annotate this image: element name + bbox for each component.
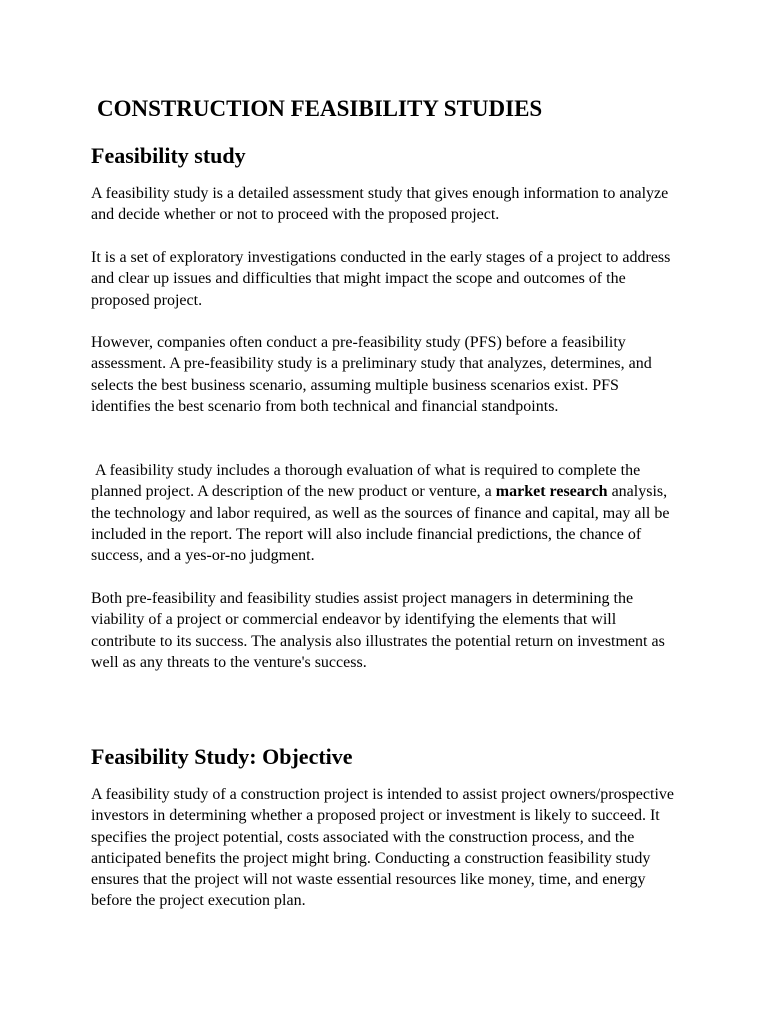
- paragraph-exploratory-investigations: It is a set of exploratory investigations conducted in the early stages of a project to address and clear up issues and difficulties that might impact the scope and outcomes of the proposed project.: [91, 249, 671, 309]
- paragraph-pre-feasibility: However, companies often conduct a pre-feasibility study (PFS) before a feasibility assessment. A pre-feasibility study is a preliminary study that analyzes, determines, and selects the best business scenario, assuming multiple business scenarios exist. PFS identifies the best scenario from both technical and financial standpoints.: [91, 334, 652, 415]
- paragraph-viability: Both pre-feasibility and feasibility studies assist project managers in determining the viability of a project or commercial endeavor by identifying the elements that will contribute to its success. The analysis also illustrates the potential return on investment as well as any threats to the venture's success.: [91, 590, 665, 671]
- document-title: CONSTRUCTION FEASIBILITY STUDIES: [97, 96, 543, 121]
- paragraph-evaluation: [91, 460, 681, 566]
- paragraph-evaluation-text-after: analysis, the technology and labor required, as well as the sources of finance and capital, may all be included in the report. The report will also include financial predictions, the chance of success, and a yes-or-no judgment.: [91, 483, 674, 565]
- paragraph-evaluation-text-before: A feasibility study includes a thorough evaluation of what is required to complete the planned project. A description of the new product or venture, a: [91, 462, 645, 501]
- market-research-bold-text: market research: [495, 483, 608, 501]
- section-heading-feasibility-study: Feasibility study: [91, 143, 246, 168]
- paragraph-objective: A feasibility study of a construction project is intended to assist project owners/prospective investors in determining whether a proposed project or investment is likely to succeed. It specifies the project potential, costs associated with the construction process, and the anticipated benefits the project might bring. Conducting a construction feasibility study ensures that the project will not waste essential resources like money, time, and energy before the project execution plan.: [91, 786, 674, 910]
- section-heading-objective: Feasibility Study: Objective: [91, 744, 353, 769]
- paragraph-definition: A feasibility study is a detailed assessment study that gives enough information to analyze and decide whether or not to proceed with the proposed project.: [91, 185, 669, 224]
